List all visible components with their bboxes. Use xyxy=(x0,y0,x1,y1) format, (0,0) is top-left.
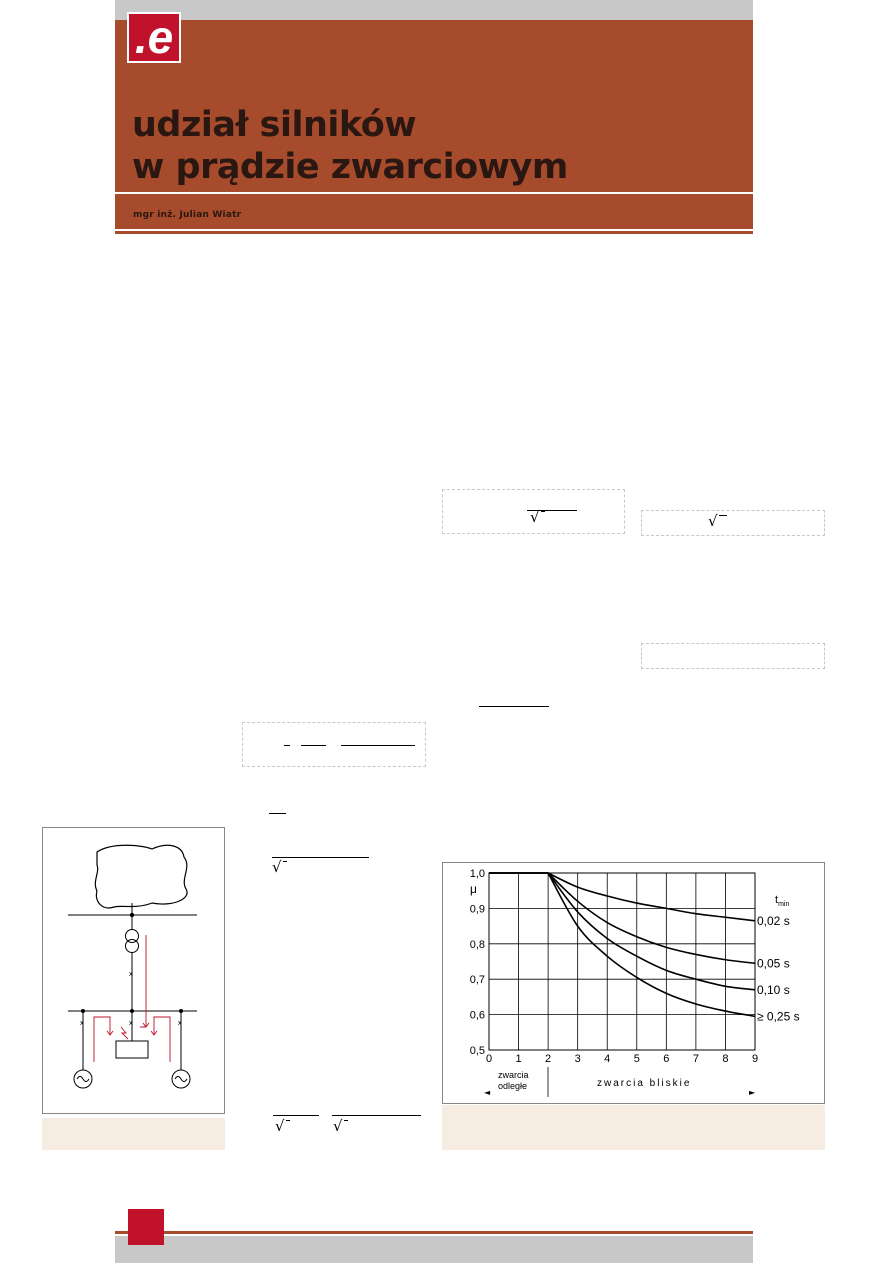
sqrt-bar xyxy=(541,511,545,512)
header-bottom-divider xyxy=(115,229,753,230)
fault-point-box xyxy=(116,1041,148,1058)
mu-factor-chart xyxy=(442,862,825,1104)
sqrt-bar xyxy=(719,515,727,516)
left-region-label-line2: odległe xyxy=(498,1081,528,1091)
breaker-mark: x xyxy=(80,1020,84,1027)
x-tick-label: 7 xyxy=(692,1053,699,1065)
series-line xyxy=(489,873,755,963)
series-line xyxy=(489,873,755,990)
sqrt-bar xyxy=(286,1120,290,1121)
series-label: 0,02 s xyxy=(757,913,790,928)
fraction-bar xyxy=(479,706,549,707)
legend-title: $t_{min}$ xyxy=(775,894,790,908)
magazine-logo xyxy=(127,12,181,63)
breaker-mark: x xyxy=(129,971,133,978)
title-line-1: udział silników xyxy=(132,105,417,145)
fraction-bar xyxy=(301,745,326,746)
fraction-bar xyxy=(341,745,415,746)
y-tick-label: 0,9 xyxy=(469,903,485,916)
footer-rule xyxy=(115,1231,753,1234)
formula-box-2 xyxy=(641,510,825,536)
power-grid-cloud xyxy=(95,845,187,908)
x-tick-label: 8 xyxy=(722,1053,729,1065)
x-tick-label: 5 xyxy=(633,1053,640,1065)
x-tick-label: 6 xyxy=(663,1053,670,1065)
breaker-mark: x xyxy=(129,1020,133,1027)
title-line-2: w prądzie zwarciowym xyxy=(132,147,568,187)
chart-series xyxy=(489,873,755,1016)
sqrt-bar xyxy=(344,1120,348,1121)
y-tick-label: 0,5 xyxy=(469,1045,485,1057)
formula-box-1 xyxy=(442,489,625,534)
article-author: mgr inż. Julian Wiatr xyxy=(133,210,242,220)
sqrt-sign: √ xyxy=(530,508,540,526)
header-divider xyxy=(115,192,753,194)
x-tick-label: 0 xyxy=(485,1053,493,1065)
y-axis-label: μ xyxy=(470,882,477,896)
header-bottom-rule xyxy=(115,231,753,234)
series-label: 0,05 s xyxy=(757,956,790,971)
series-label: 0,10 s xyxy=(757,982,790,997)
fraction-bar xyxy=(332,1115,421,1116)
transformer-icon xyxy=(126,930,139,943)
left-arrow-icon: ◄ xyxy=(484,1088,491,1097)
page-number-box xyxy=(128,1209,164,1245)
breaker-mark: x xyxy=(178,1020,182,1027)
y-tick-label: 0,7 xyxy=(469,974,485,987)
left-region-label-line1: zwarcia xyxy=(498,1070,529,1080)
header-top-band xyxy=(115,0,753,20)
article-title xyxy=(132,104,568,188)
sqrt-sign: √ xyxy=(272,858,282,876)
fraction-bar xyxy=(272,857,369,858)
diagram-caption xyxy=(42,1118,225,1150)
x-tick-label: 3 xyxy=(574,1053,581,1065)
x-tick-label: 9 xyxy=(751,1053,759,1065)
right-region-label: zwarcia bliskie xyxy=(597,1078,692,1089)
fraction-bar xyxy=(273,1115,319,1116)
series-label: ≥ 0,25 s xyxy=(757,1009,800,1024)
x-tick-label: 1 xyxy=(515,1053,522,1065)
right-arrow-icon: ► xyxy=(749,1088,756,1097)
y-tick-label: 0,6 xyxy=(469,1009,485,1022)
logo-text: .e xyxy=(134,11,174,63)
sqrt-sign: √ xyxy=(333,1117,343,1135)
fraction-bar xyxy=(284,745,290,746)
network-diagram xyxy=(42,827,225,1114)
series-line xyxy=(489,873,755,921)
chart-caption xyxy=(442,1105,825,1150)
x-tick-label: 2 xyxy=(545,1053,552,1065)
sqrt-sign: √ xyxy=(708,512,718,530)
x-tick-label: 4 xyxy=(604,1053,611,1065)
footer-band xyxy=(115,1236,753,1263)
sqrt-sign: √ xyxy=(275,1117,285,1135)
sqrt-bar xyxy=(283,861,287,862)
chart-legend xyxy=(757,914,800,1024)
formula-box-4 xyxy=(242,722,426,767)
formula-box-3 xyxy=(641,643,825,669)
fraction-bar xyxy=(269,813,286,814)
series-line xyxy=(489,873,755,1016)
y-tick-label: 1,0 xyxy=(469,868,485,880)
y-tick-label: 0,8 xyxy=(469,938,485,951)
